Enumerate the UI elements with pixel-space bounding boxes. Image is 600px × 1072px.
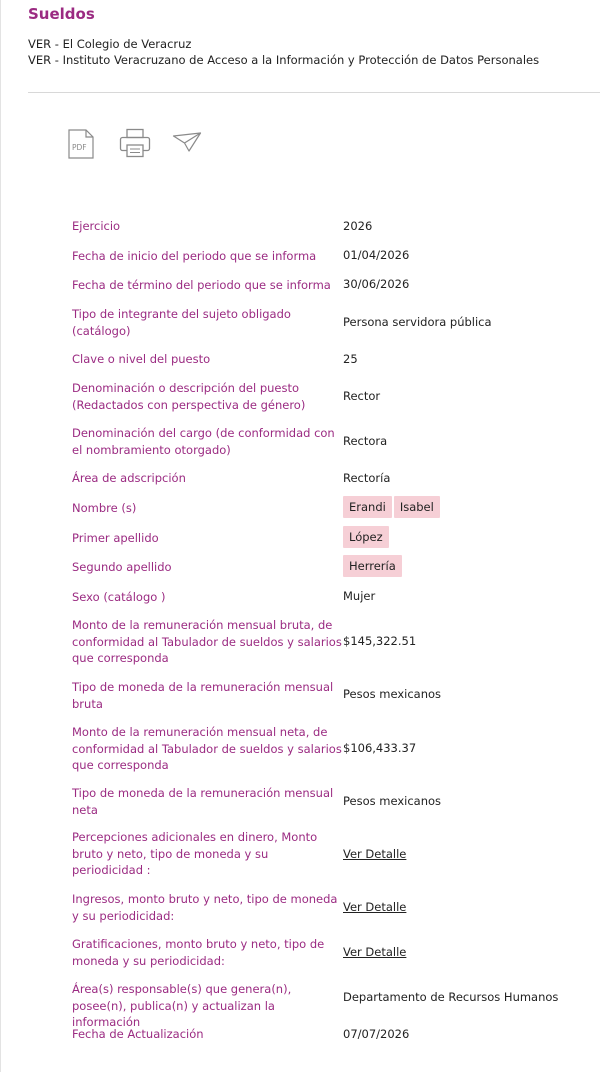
label-nombre: Nombre (s)	[72, 501, 137, 515]
name-chip: Isabel	[394, 496, 440, 518]
value-clave-nivel: 25	[343, 352, 358, 366]
label-monto-neta: Monto de la remuneración mensual neta, de conformidad al Tabulador de sueldos y salarios que corresponda	[72, 725, 342, 772]
label-fecha-inicio: Fecha de inicio del periodo que se informa	[72, 249, 317, 263]
value-denominacion-puesto: Rector	[343, 389, 381, 403]
value-fecha-termino: 30/06/2026	[343, 277, 410, 291]
pdf-icon-text: PDF	[72, 143, 87, 152]
label-moneda-bruta: Tipo de moneda de la remuneración mensual bruta	[72, 680, 334, 711]
label-fecha-termino: Fecha de término del periodo que se informa	[72, 278, 331, 292]
subject-line-1: VER - El Colegio de Veracruz	[28, 37, 192, 51]
label-gratificaciones: Gratificaciones, monto bruto y neto, tipo de moneda y su periodicidad:	[72, 937, 325, 968]
surname-chip: Herrería	[343, 555, 402, 577]
value-sexo: Mujer	[343, 589, 376, 603]
label-moneda-neta: Tipo de moneda de la remuneración mensual neta	[72, 786, 334, 817]
value-percepciones	[343, 846, 593, 863]
value-monto-neta: $106,433.37	[343, 741, 417, 755]
value-tipo-integrante: Persona servidora pública	[343, 315, 492, 329]
value-ejercicio: 2026	[343, 219, 373, 233]
ver-detalle-percepciones-link[interactable]: Ver Detalle	[343, 847, 407, 861]
label-clave-nivel: Clave o nivel del puesto	[72, 352, 211, 366]
header-divider	[28, 92, 600, 93]
value-moneda-bruta: Pesos mexicanos	[343, 687, 442, 701]
value-moneda-neta: Pesos mexicanos	[343, 794, 442, 808]
page-title: Sueldos	[28, 5, 95, 23]
value-area-responsable: Departamento de Recursos Humanos	[343, 990, 559, 1004]
value-gratificaciones	[343, 944, 593, 961]
label-tipo-integrante: Tipo de integrante del sujeto obligado (catálogo)	[72, 307, 291, 338]
label-sexo: Sexo (catálogo )	[72, 590, 166, 604]
label-fecha-actualizacion: Fecha de Actualización	[72, 1027, 204, 1041]
label-segundo-apellido: Segundo apellido	[72, 560, 172, 574]
surname-chip: López	[343, 526, 389, 548]
value-area-adscripcion: Rectoría	[343, 471, 391, 485]
label-percepciones: Percepciones adicionales en dinero, Monto bruto y neto, tipo de moneda y su periodicidad :	[72, 830, 318, 877]
value-primer-apellido	[343, 526, 593, 548]
ver-detalle-gratificaciones-link[interactable]: Ver Detalle	[343, 945, 407, 959]
label-primer-apellido: Primer apellido	[72, 531, 159, 545]
value-segundo-apellido	[343, 555, 593, 577]
pdf-icon[interactable]	[68, 129, 94, 159]
value-ingresos	[343, 899, 593, 916]
name-chip: Erandi	[343, 496, 392, 518]
print-icon[interactable]	[119, 128, 151, 158]
label-monto-bruta: Monto de la remuneración mensual bruta, de conformidad al Tabulador de sueldos y salarios que corresponda	[72, 618, 342, 665]
label-denominacion-puesto: Denominación o descripción del puesto (Redactados con perspectiva de género)	[72, 381, 306, 412]
value-fecha-actualizacion: 07/07/2026	[343, 1027, 410, 1041]
label-denominacion-cargo: Denominación del cargo (de conformidad con el nombramiento otorgado)	[72, 426, 335, 457]
value-monto-bruta: $145,322.51	[343, 634, 417, 648]
ver-detalle-ingresos-link[interactable]: Ver Detalle	[343, 900, 407, 914]
label-ejercicio: Ejercicio	[72, 219, 121, 233]
send-icon[interactable]	[172, 131, 202, 153]
value-denominacion-cargo: Rectora	[343, 434, 388, 448]
label-ingresos: Ingresos, monto bruto y neto, tipo de moneda y su periodicidad:	[72, 892, 338, 923]
subject-line-2: VER - Instituto Veracruzano de Acceso a la Información y Protección de Datos Personales	[28, 53, 540, 67]
value-nombre	[343, 496, 593, 518]
label-area-adscripcion: Área de adscripción	[72, 471, 186, 485]
label-area-responsable: Área(s) responsable(s) que genera(n), posee(n), publica(n) y actualizan la información	[72, 982, 292, 1029]
value-fecha-inicio: 01/04/2026	[343, 248, 410, 262]
